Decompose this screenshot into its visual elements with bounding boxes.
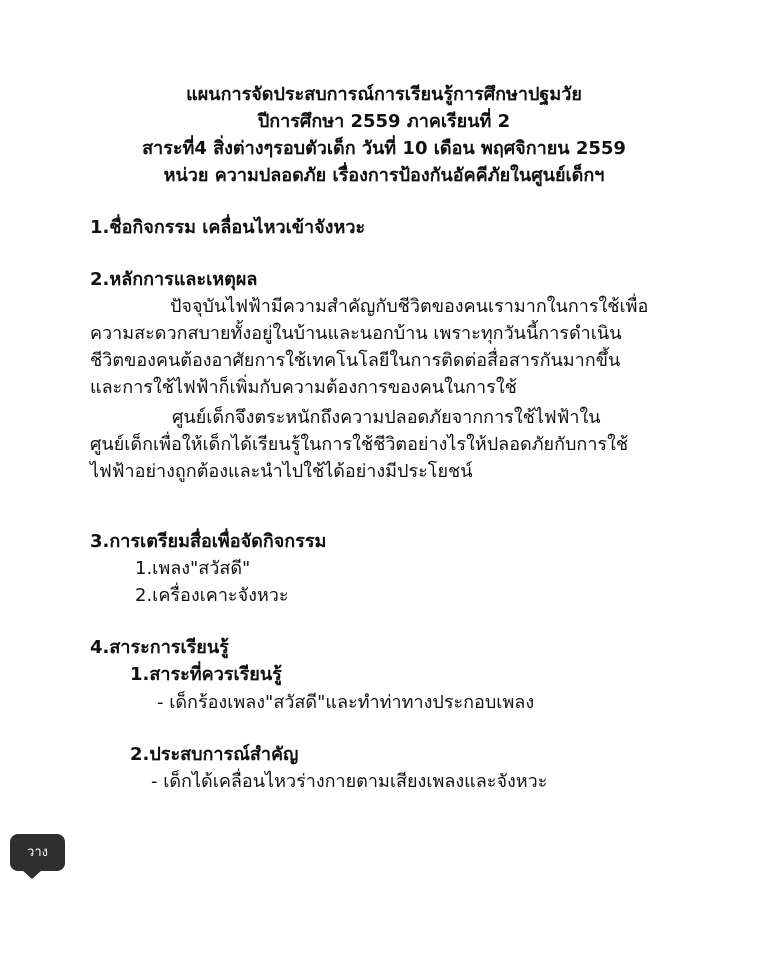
subsection2-heading: 2.ประสบการณ์สำคัญ (130, 744, 299, 765)
section4-heading: 4.สาระการเรียนรู้ (90, 637, 229, 658)
rationale-line: ปัจจุบันไฟฟ้ามีความสำคัญกับชีวิตของคนเรามากในการใช้เพื่อ (170, 296, 649, 317)
rationale-line: และการใช้ไฟฟ้าก็เพิ่มกับความต้องการของคนในการใช้ (90, 377, 517, 398)
plan-title: แผนการจัดประสบการณ์การเรียนรู้การศึกษาปฐมวัย (186, 84, 582, 105)
academic-year-line: ปีการศึกษา 2559 ภาคเรียนที่ 2 (257, 111, 511, 132)
media-list-item: 2.เครื่องเคาะจังหวะ (135, 585, 289, 606)
media-list-item: 1.เพลง"สวัสดี" (135, 558, 251, 579)
tooltip-pointer-icon (22, 870, 42, 879)
section3-heading: 3.การเตรียมสื่อเพื่อจัดกิจกรรม (90, 531, 327, 552)
paste-tooltip-button[interactable]: วาง (10, 834, 65, 871)
rationale-line: ศูนย์เด็กเพื่อให้เด็กได้เรียนรู้ในการใช้ชีวิตอย่างไรให้ปลอดภัยกับการใช้ (90, 434, 629, 455)
unit-topic-line: หน่วย ความปลอดภัย เรื่องการป้องกันอัคคีภัยในศูนย์เด็กฯ (163, 165, 605, 186)
subject-date-line: สาระที่4 สิ่งต่างๆรอบตัวเด็ก วันที่ 10 เดือน พฤศจิกายน 2559 (142, 138, 626, 159)
subsection2-item: - เด็กได้เคลื่อนไหวร่างกายตามเสียงเพลงและจังหวะ (151, 771, 548, 792)
rationale-line: ชีวิตของคนต้องอาศัยการใช้เทคโนโลยีในการติดต่อสื่อสารกันมากขึ้น (90, 350, 621, 371)
rationale-line: ไฟฟ้าอย่างถูกต้องและนำไปใช้ได้อย่างมีประโยชน์ (90, 461, 473, 482)
section1-heading: 1.ชื่อกิจกรรม เคลื่อนไหวเข้าจังหวะ (90, 217, 366, 238)
subsection1-heading: 1.สาระที่ควรเรียนรู้ (130, 664, 282, 685)
rationale-line: ความสะดวกสบายทั้งอยู่ในบ้านและนอกบ้าน เพราะทุกวันนี้การดำเนิน (90, 323, 622, 344)
rationale-line: ศูนย์เด็กจึงตระหนักถึงความปลอดภัยจากการใช้ไฟฟ้าใน (172, 407, 601, 428)
subsection1-item: - เด็กร้องเพลง"สวัสดี"และทำท่าทางประกอบเพลง (157, 692, 535, 713)
section2-heading: 2.หลักการและเหตุผล (90, 269, 258, 290)
